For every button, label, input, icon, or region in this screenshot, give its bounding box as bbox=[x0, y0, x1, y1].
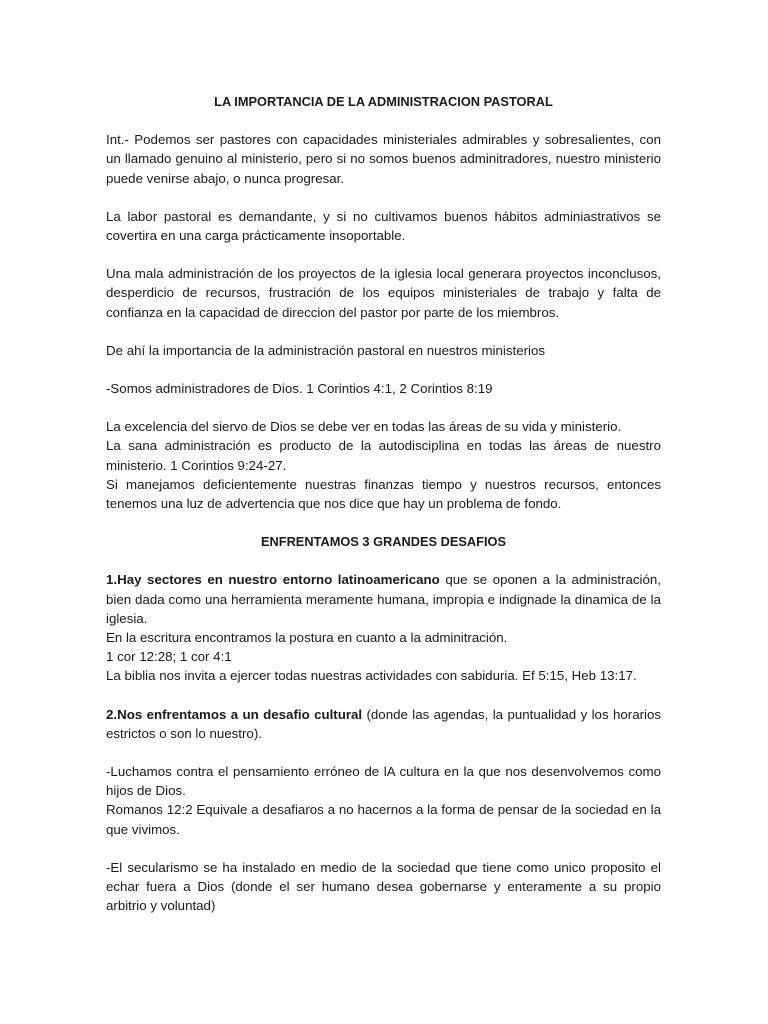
desafio-1 bbox=[106, 570, 661, 628]
document-title: LA IMPORTANCIA DE LA ADMINISTRACION PASTORAL bbox=[214, 94, 553, 109]
intro-paragraph: Int.- Podemos ser pastores con capacidades ministeriales admirables y sobresalientes, con un llamado genuino al ministerio, pero si no somos buenos adminitradores, nuestro ministerio puede venirse abajo, o nunca progresar. bbox=[106, 132, 661, 186]
paragraph-luchamos: -Luchamos contra el pensamiento erróneo de lA cultura en la que nos desenvolvemos como hijos de Dios. bbox=[106, 764, 661, 799]
desafio-1-heading: 1.Hay sectores en nuestro entorno latinoamericano bbox=[106, 572, 440, 588]
desafio-1-text: que se oponen a la administración, bien dada como una herramienta meramente humana, impropia e indignade la dinamica de la iglesia. bbox=[106, 572, 661, 626]
paragraph-labor-pastoral: La labor pastoral es demandante, y si no cultivamos buenos hábitos adminiastrativos se covertira en una carga prácticamente insoportable. bbox=[106, 208, 661, 244]
desafio-2-heading: 2.Nos enfrentamos a un desafio cultural bbox=[106, 706, 363, 722]
paragraph-mala-administracion: Una mala administración de los proyectos de la iglesia local generara proyectos inconclusos, desperdicio de recursos, frustración de los equipos ministeriales de trabajo y falta de confianza en la capacidad de direccion del pastor por parte de los miembros. bbox=[106, 266, 661, 320]
paragraph-romanos: Romanos 12:2 Equivale a desafiaros a no hacernos a la forma de pensar de la sociedad en la que vivimos. bbox=[106, 802, 661, 837]
paragraph-importancia: De ahí la importancia de la administración pastoral en nuestros ministerios bbox=[106, 342, 546, 358]
paragraph-sana-administracion: La sana administración es producto de la autodisciplina en todas las áreas de nuestro ministerio. 1 Corintios 9:24-27. bbox=[106, 438, 661, 473]
section-subtitle: ENFRENTAMOS 3 GRANDES DESAFIOS bbox=[260, 534, 507, 550]
paragraph-excelencia: La excelencia del siervo de Dios se debe ver en todas las áreas de su vida y ministerio. bbox=[106, 419, 622, 435]
desafio-1-citas: 1 cor 12:28; 1 cor 4:1 bbox=[106, 649, 232, 665]
paragraph-administradores: -Somos administradores de Dios. 1 Corintios 4:1, 2 Corintios 8:19 bbox=[106, 381, 493, 397]
desafio-2-text: (donde las agendas, la puntualidad y los horarios estrictos o son lo nuestro). bbox=[106, 706, 662, 741]
desafio-2 bbox=[106, 705, 661, 743]
document-page bbox=[106, 92, 661, 935]
paragraph-finanzas: Si manejamos deficientemente nuestras finanzas tiempo y nuestros recursos, entonces tenemos una luz de advertencia que nos dice que hay un problema de fondo. bbox=[106, 476, 661, 512]
desafio-1-escritura: En la escritura encontramos la postura en cuanto a la adminitración. bbox=[106, 630, 508, 646]
paragraph-secularismo: -El secularismo se ha instalado en medio de la sociedad que tiene como unico proposito el echar fuera a Dios (donde el ser humano desea gobernarse y enteramente a su propio arbitrio y voluntad) bbox=[106, 859, 661, 914]
desafio-1-sabiduria: La biblia nos invita a ejercer todas nuestras actividades con sabiduria. Ef 5:15, Heb 13:17. bbox=[106, 668, 637, 684]
